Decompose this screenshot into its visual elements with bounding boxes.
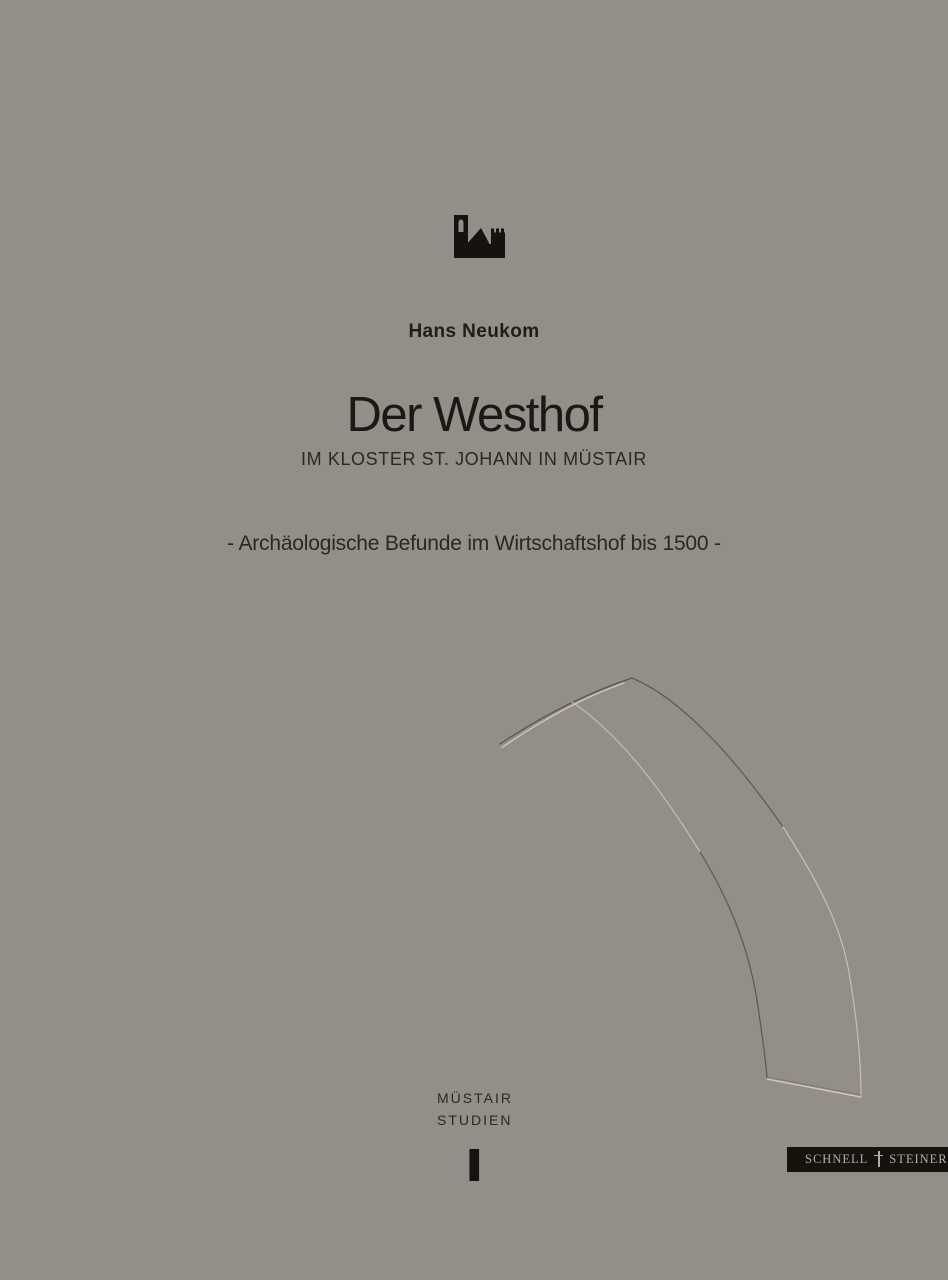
series-line-2: STUDIEN (437, 1112, 513, 1128)
book-tagline: - Archäologische Befunde im Wirtschaftshof bis 1500 - (227, 532, 721, 555)
monastery-icon (453, 214, 505, 258)
series-title (437, 1087, 513, 1131)
series-volume-numeral: I (465, 1139, 484, 1191)
publisher-name-left: SCHNELL (805, 1152, 869, 1166)
author-name: Hans Neukom (408, 321, 540, 342)
series-line-1: MÜSTAIR (437, 1090, 513, 1106)
cross-icon (874, 1151, 883, 1167)
publisher-name-right: STEINER (889, 1152, 948, 1166)
book-title: Der Westhof (346, 388, 602, 442)
publisher-logo-bar (787, 1147, 948, 1172)
monastery-silhouette-logo (453, 214, 505, 258)
book-subtitle: IM KLOSTER ST. JOHANN IN MÜSTAIR (301, 449, 647, 469)
